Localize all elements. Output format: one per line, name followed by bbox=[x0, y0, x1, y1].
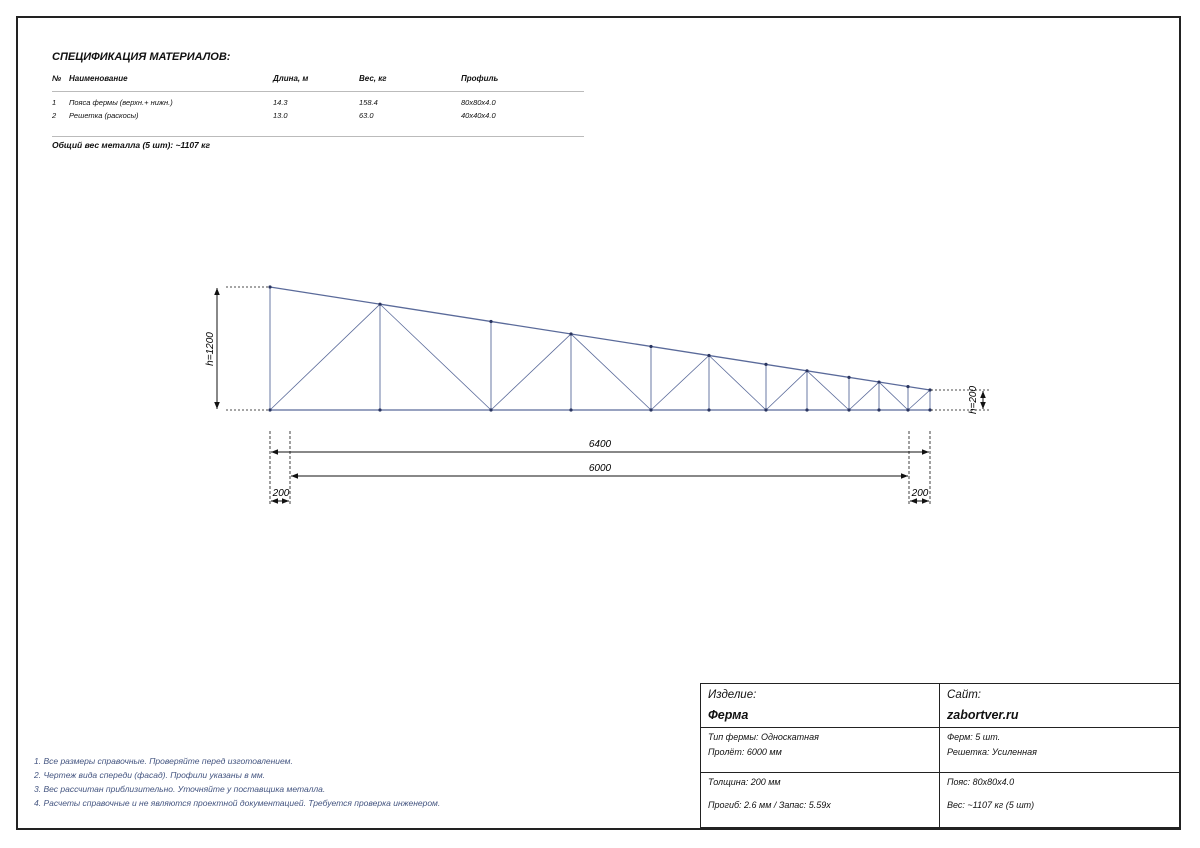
note-item: 1. Все размеры справочные. Проверяйте перед изготовлением. bbox=[34, 756, 293, 766]
spec-header-length: Длина, м bbox=[273, 74, 309, 83]
lattice-type: Решетка: Усиленная bbox=[947, 747, 1037, 757]
truss-node bbox=[707, 408, 710, 411]
truss-diagonal bbox=[571, 334, 651, 410]
dimension-label-span: 6000 bbox=[588, 463, 612, 474]
title-block bbox=[700, 683, 1180, 828]
spec-header-name: Наименование bbox=[69, 74, 128, 83]
notes-block bbox=[34, 754, 440, 810]
height-label-left: h=1200 bbox=[205, 332, 216, 366]
truss-structure bbox=[268, 285, 931, 411]
truss-node bbox=[569, 332, 572, 335]
truss-node bbox=[707, 354, 710, 357]
truss-node bbox=[764, 363, 767, 366]
span-value: Пролёт: 6000 мм bbox=[708, 747, 782, 757]
spec-title: СПЕЦИФИКАЦИЯ МАТЕРИАЛОВ: bbox=[52, 51, 231, 63]
spec-cell: 14.3 bbox=[273, 98, 288, 107]
truss-diagonal bbox=[849, 382, 879, 410]
product-value: Ферма bbox=[708, 708, 749, 722]
product-label: Изделие: bbox=[708, 689, 757, 701]
spec-cell: Решетка (раскосы) bbox=[69, 111, 139, 120]
spec-header-profile: Профиль bbox=[461, 74, 499, 83]
truss-node bbox=[877, 408, 880, 411]
spec-cell: 158.4 bbox=[359, 98, 378, 107]
site-label: Сайт: bbox=[947, 689, 982, 701]
truss-node bbox=[378, 408, 381, 411]
site-value: zabortver.ru bbox=[947, 708, 1019, 722]
note-item: 2. Чертеж вида спереди (фасад). Профили указаны в мм. bbox=[34, 770, 266, 780]
truss-node bbox=[649, 408, 652, 411]
truss-node bbox=[877, 380, 880, 383]
truss-node bbox=[268, 285, 271, 288]
truss-type: Тип фермы: Односкатная bbox=[708, 732, 819, 742]
dimension-label-overhang-left: 200 bbox=[272, 488, 290, 499]
truss-node bbox=[906, 408, 909, 411]
spec-cell: 13.0 bbox=[273, 111, 288, 120]
truss-node bbox=[268, 408, 271, 411]
height-label-right: h=200 bbox=[968, 385, 979, 415]
truss-node bbox=[489, 320, 492, 323]
truss-diagonal bbox=[766, 371, 807, 410]
spec-cell: 80x80x4.0 bbox=[461, 98, 496, 107]
dimension-label-overhang-right: 200 bbox=[911, 488, 929, 499]
title-block-divider bbox=[701, 772, 1179, 773]
truss-diagonal bbox=[270, 304, 380, 410]
truss-node bbox=[805, 369, 808, 372]
title-block-divider bbox=[939, 684, 940, 827]
spec-cell: 2 bbox=[52, 111, 57, 120]
truss-diagonal bbox=[491, 334, 571, 410]
spec-cell: 1 bbox=[52, 98, 57, 107]
title-block-divider bbox=[701, 727, 1179, 728]
chord-profile: Пояс: 80x80x4.0 bbox=[947, 777, 1015, 787]
spec-header-num: № bbox=[52, 74, 62, 83]
truss-count: Ферм: 5 шт. bbox=[947, 732, 1001, 742]
truss-diagonal bbox=[651, 356, 709, 410]
truss-diagonal bbox=[908, 390, 930, 410]
dimension-label-total: 6400 bbox=[588, 439, 612, 450]
truss-diagonal bbox=[380, 304, 491, 410]
thickness-value: Толщина: 200 мм bbox=[708, 777, 781, 787]
top-chord bbox=[270, 287, 930, 390]
truss-node bbox=[489, 408, 492, 411]
note-item: 4. Расчеты справочные и не являются проектной документацией. Требуется проверка инженером. bbox=[34, 798, 441, 808]
deflection-value: Прогиб: 2.6 мм / Запас: 5.59x bbox=[708, 800, 831, 810]
truss-node bbox=[378, 303, 381, 306]
spec-cell: 40x40x4.0 bbox=[461, 111, 496, 120]
spec-header-weight: Вес, кг bbox=[359, 74, 387, 83]
truss-node bbox=[649, 345, 652, 348]
note-item: 3. Вес рассчитан приблизительно. Уточняйте у поставщика металла. bbox=[34, 784, 326, 794]
truss-node bbox=[906, 385, 909, 388]
truss-node bbox=[847, 408, 850, 411]
spec-total: Общий вес металла (5 шт): ~1107 кг bbox=[52, 140, 210, 150]
total-weight: Вес: ~1107 кг (5 шт) bbox=[947, 800, 1035, 810]
truss-node bbox=[764, 408, 767, 411]
spec-cell: Пояса фермы (верхн.+ нижн.) bbox=[69, 98, 173, 107]
truss-node bbox=[569, 408, 572, 411]
truss-node bbox=[805, 408, 808, 411]
spec-cell: 63.0 bbox=[359, 111, 374, 120]
truss-node bbox=[847, 376, 850, 379]
